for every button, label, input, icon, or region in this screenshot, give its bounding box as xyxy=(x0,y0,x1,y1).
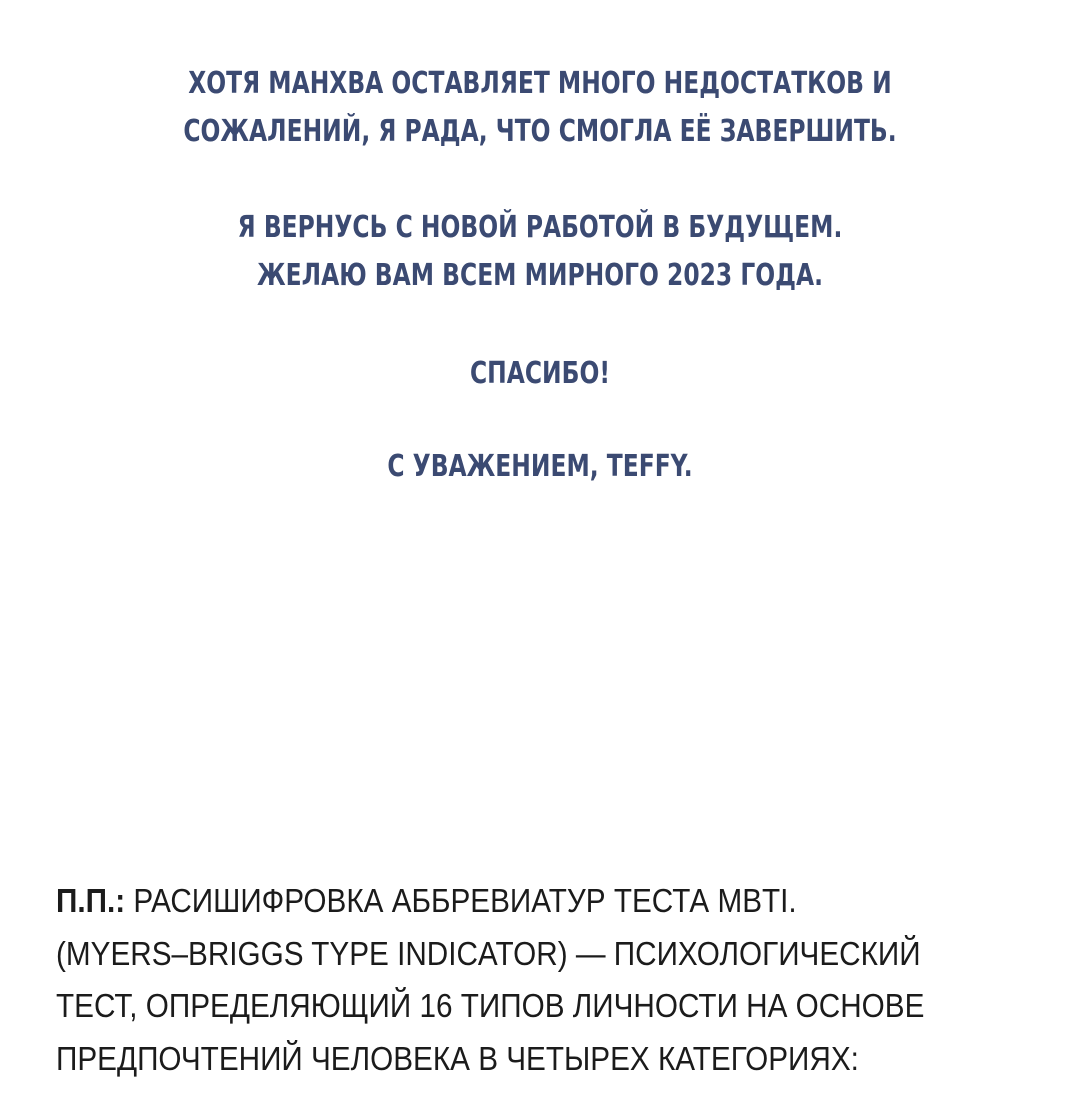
signature-text: С УВАЖЕНИЕМ, TEFFY. xyxy=(387,449,693,484)
afterword-signature xyxy=(0,443,1080,491)
afterword-line: Я ВЕРНУСЬ С НОВОЙ РАБОТОЙ В БУДУЩЕМ. xyxy=(237,210,843,245)
note-line-2: (MYERS–BRIGGS TYPE INDICATOR) — ПСИХОЛОГИЧЕСКИЙ xyxy=(56,934,921,972)
note-line-3: ТЕСТ, ОПРЕДЕЛЯЮЩИЙ 16 ТИПОВ ЛИЧНОСТИ НА ОСНОВЕ xyxy=(56,987,925,1024)
note-line-text: РАСИШИФРОВКА АББРЕВИАТУР ТЕСТА MBTI. xyxy=(133,882,797,919)
afterword-paragraph-2 xyxy=(0,204,1080,300)
afterword-line: ЖЕЛАЮ ВАМ ВСЕМ МИРНОГО 2023 ГОДА. xyxy=(257,258,823,293)
afterword-paragraph-1 xyxy=(0,60,1080,156)
note-line-4: ПРЕДПОЧТЕНИЙ ЧЕЛОВЕКА В ЧЕТЫРЕХ КАТЕГОРИЯХ: xyxy=(56,1039,859,1077)
thanks-text: СПАСИБО! xyxy=(469,356,611,391)
note-label: П.П.: xyxy=(56,882,126,919)
afterword-line: СОЖАЛЕНИЙ, Я РАДА, ЧТО СМОГЛА ЕЁ ЗАВЕРШИТЬ. xyxy=(183,114,897,149)
translator-note xyxy=(56,875,1036,1085)
afterword-thanks xyxy=(0,350,1080,398)
afterword-line: ХОТЯ МАНХВА ОСТАВЛЯЕТ МНОГО НЕДОСТАТКОВ И xyxy=(188,66,892,101)
note-line-1 xyxy=(56,875,938,928)
